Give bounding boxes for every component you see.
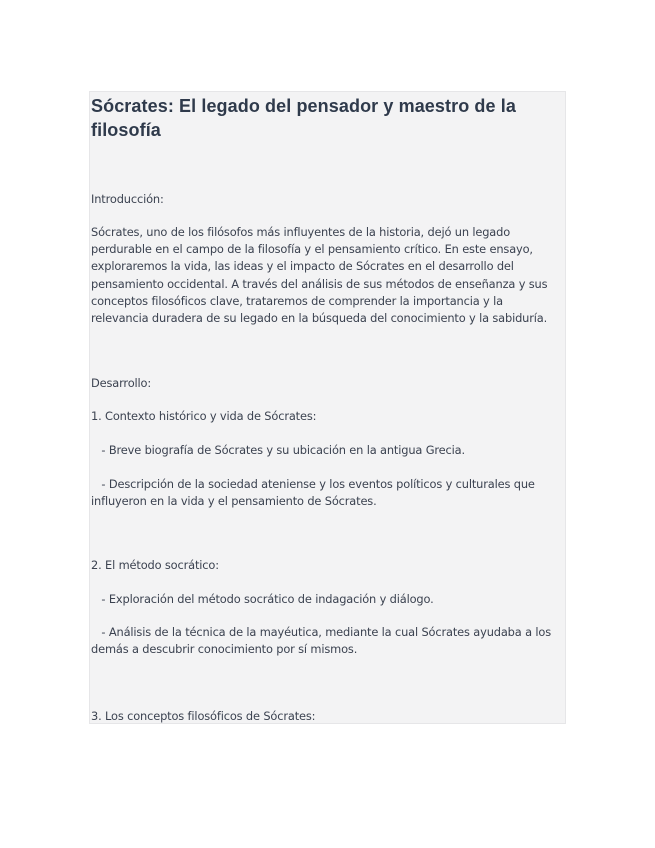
section-1-item-2 — [91, 476, 561, 510]
development-heading: Desarrollo: — [91, 376, 152, 390]
intro-paragraph: Sócrates, uno de los filósofos más influyentes de la historia, dejó un legado perdurable en el campo de la filosofía y el pensamiento crítico. En este ensayo, exploraremos la vida, las ideas y el impacto de Sócrates en el desarrollo del pensamiento occidental. A través del análisis de sus métodos de enseñanza y sus conceptos filosóficos clave, trataremos de comprender la importancia y la relevancia duradera de su legado en la búsqueda del conocimiento y la sabiduría. — [91, 225, 548, 326]
section-1-item-1 — [91, 442, 561, 459]
section-1-heading: 1. Contexto histórico y vida de Sócrates: — [91, 409, 317, 423]
document-title: Sócrates: El legado del pensador y maestro de la filosofía — [91, 96, 516, 140]
section-2-heading: 2. El método socrático: — [91, 558, 219, 572]
section-2-item-1-text: - Exploración del método socrático de indagación y diálogo. — [101, 592, 434, 606]
section-3-heading: 3. Los conceptos filosóficos de Sócrates: — [91, 709, 316, 723]
section-1-item-1-text: - Breve biografía de Sócrates y su ubicación en la antigua Grecia. — [101, 443, 465, 457]
section-2-item-2-text: - Análisis de la técnica de la mayéutica, mediante la cual Sócrates ayudaba a los demás a descubrir conocimiento por sí mismos. — [91, 625, 551, 657]
section-2-item-1 — [91, 591, 561, 608]
section-2-item-2 — [91, 624, 561, 658]
section-1-item-2-text: - Descripción de la sociedad ateniense y los eventos políticos y culturales que influyeron en la vida y el pensamiento de Sócrates. — [91, 477, 535, 509]
document-page — [89, 91, 566, 724]
intro-heading: Introducción: — [91, 192, 164, 206]
